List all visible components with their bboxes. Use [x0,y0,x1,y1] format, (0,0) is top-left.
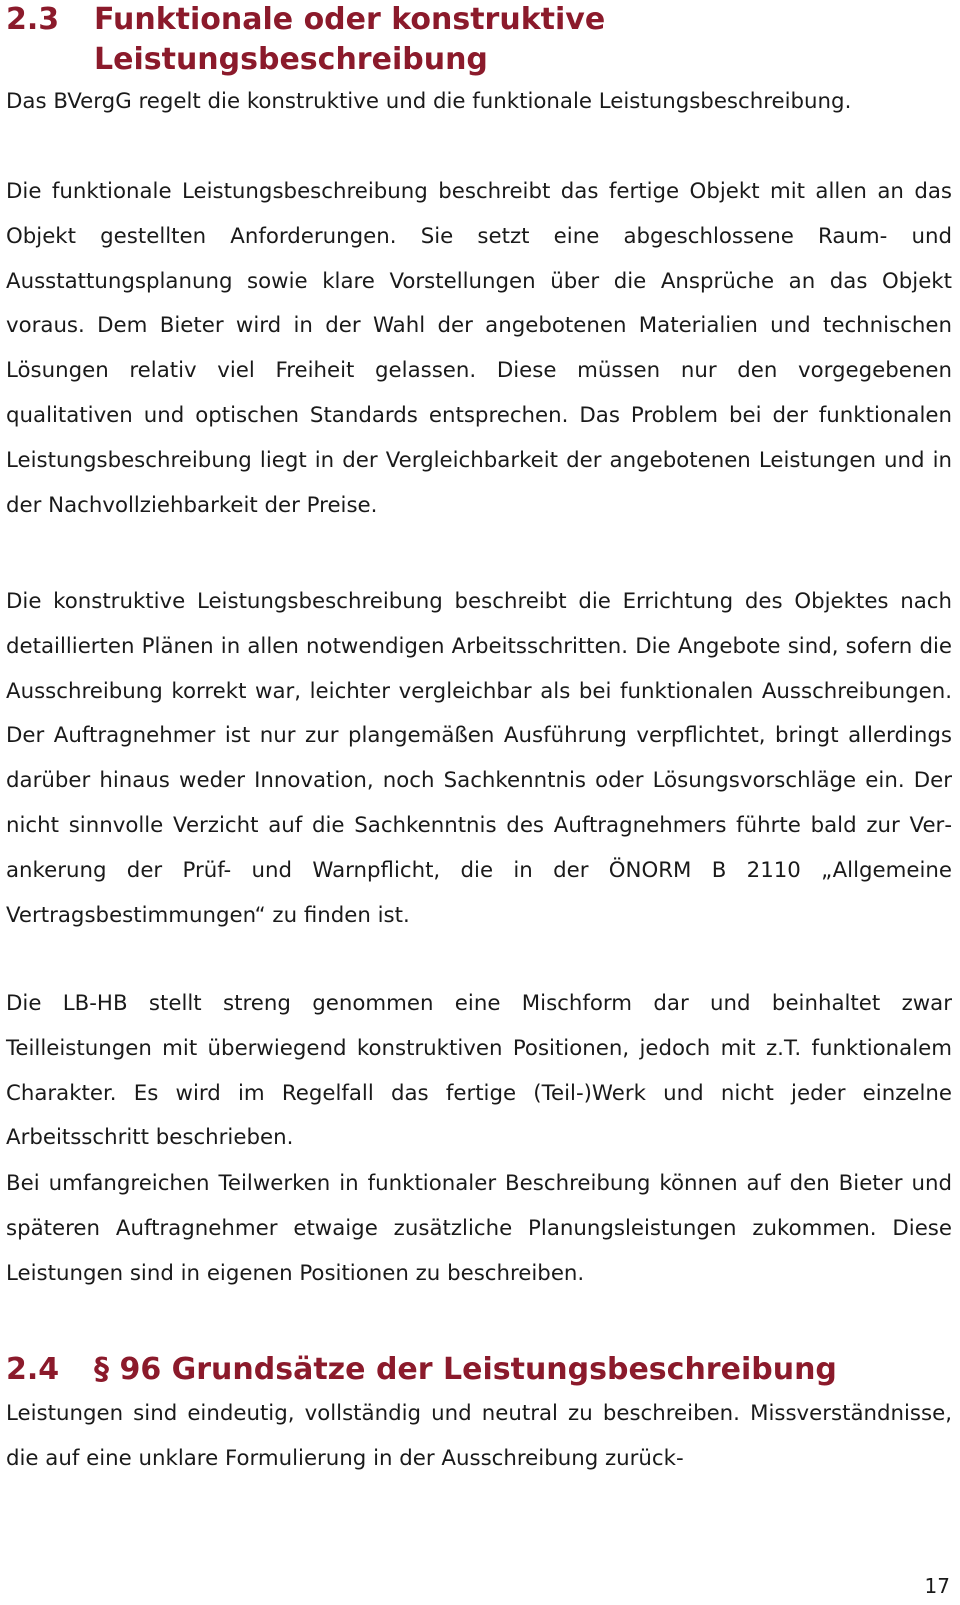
section-number: 2.4 [6,1352,60,1387]
paragraph: Die LB-HB stellt streng genommen eine Mischform dar und beinhaltet zwar Teilleistungen mit überwiegend konstruktiven Positionen, jedoch mit z.T. funktionalem Charakter. Es wird im Regelfall das fertige (Teil-)Werk und nicht jeder einzelne Arbeitsschritt beschrieben. [6,991,952,1151]
page-number: 17 [924,1574,950,1598]
paragraph: Leistungen sind eindeutig, vollständig und neutral zu beschreiben. Missverständnisse, die auf eine unklare Formulierung in der Ausschreibung zurück- [6,1401,952,1471]
paragraph: Die funktionale Leistungsbeschreibung beschreibt das fertige Objekt mit allen an das Objekt gestellten Anforderungen. Sie setzt eine abgeschlossene Raum- und Ausstattungsplanung sowie klare Vorstellungen über die Ansprüche an das Objekt voraus. Dem Bieter wird in der Wahl der angebotenen Materialien und technischen Lösungen relativ viel Freiheit gelassen. Diese müssen nur den vorgegebenen qualitativen und optischen Standards entsprechen. Das Problem bei der funktionalen Leistungsbeschreibung liegt in der Vergleichbarkeit der angebotenen Leistungen und in der Nachvollziehbarkeit der Preise. [6,179,952,518]
section-title: § 96 Grundsätze der Leistungsbeschreibung [94,1352,837,1387]
section-title-line-1: Funktionale oder konstruktive [94,2,606,37]
paragraph: Das BVergG regelt die konstruktive und die funktionale Leistungsbeschreibung. [6,89,852,114]
section-number: 2.3 [6,2,60,37]
paragraph: Bei umfangreichen Teilwerken in funktionaler Beschreibung können auf den Bieter und späteren Auftragnehmer etwaige zusätzliche Planungsleistungen zukommen. Diese Leistungen sind in eigenen Positionen zu beschreiben. [6,1171,952,1286]
section-title-line-2: Leistungsbeschreibung [94,42,488,77]
paragraph: Die konstruktive Leistungsbeschreibung beschreibt die Errichtung des Objektes nach detaillierten Plänen in allen notwendigen Arbeitsschritten. Die Angebote sind, sofern die Ausschreibung korrekt war, leichter vergleichbar als bei funktionalen Ausschreibungen. Der Auftragnehmer ist nur zur plangemäßen Ausführung verpflichtet, bringt allerdings darüber hinaus weder Innovation, noch Sachkenntnis oder Lösungsvorschläge ein. Der nicht sinnvolle Verzicht auf die Sachkenntnis des Auftragnehmers führte bald zur Verankerung der Prüf- und Warnpflicht, die in der ÖNORM B 2110 „Allgemeine Vertragsbestimmungen“ zu finden ist. [6,589,952,928]
